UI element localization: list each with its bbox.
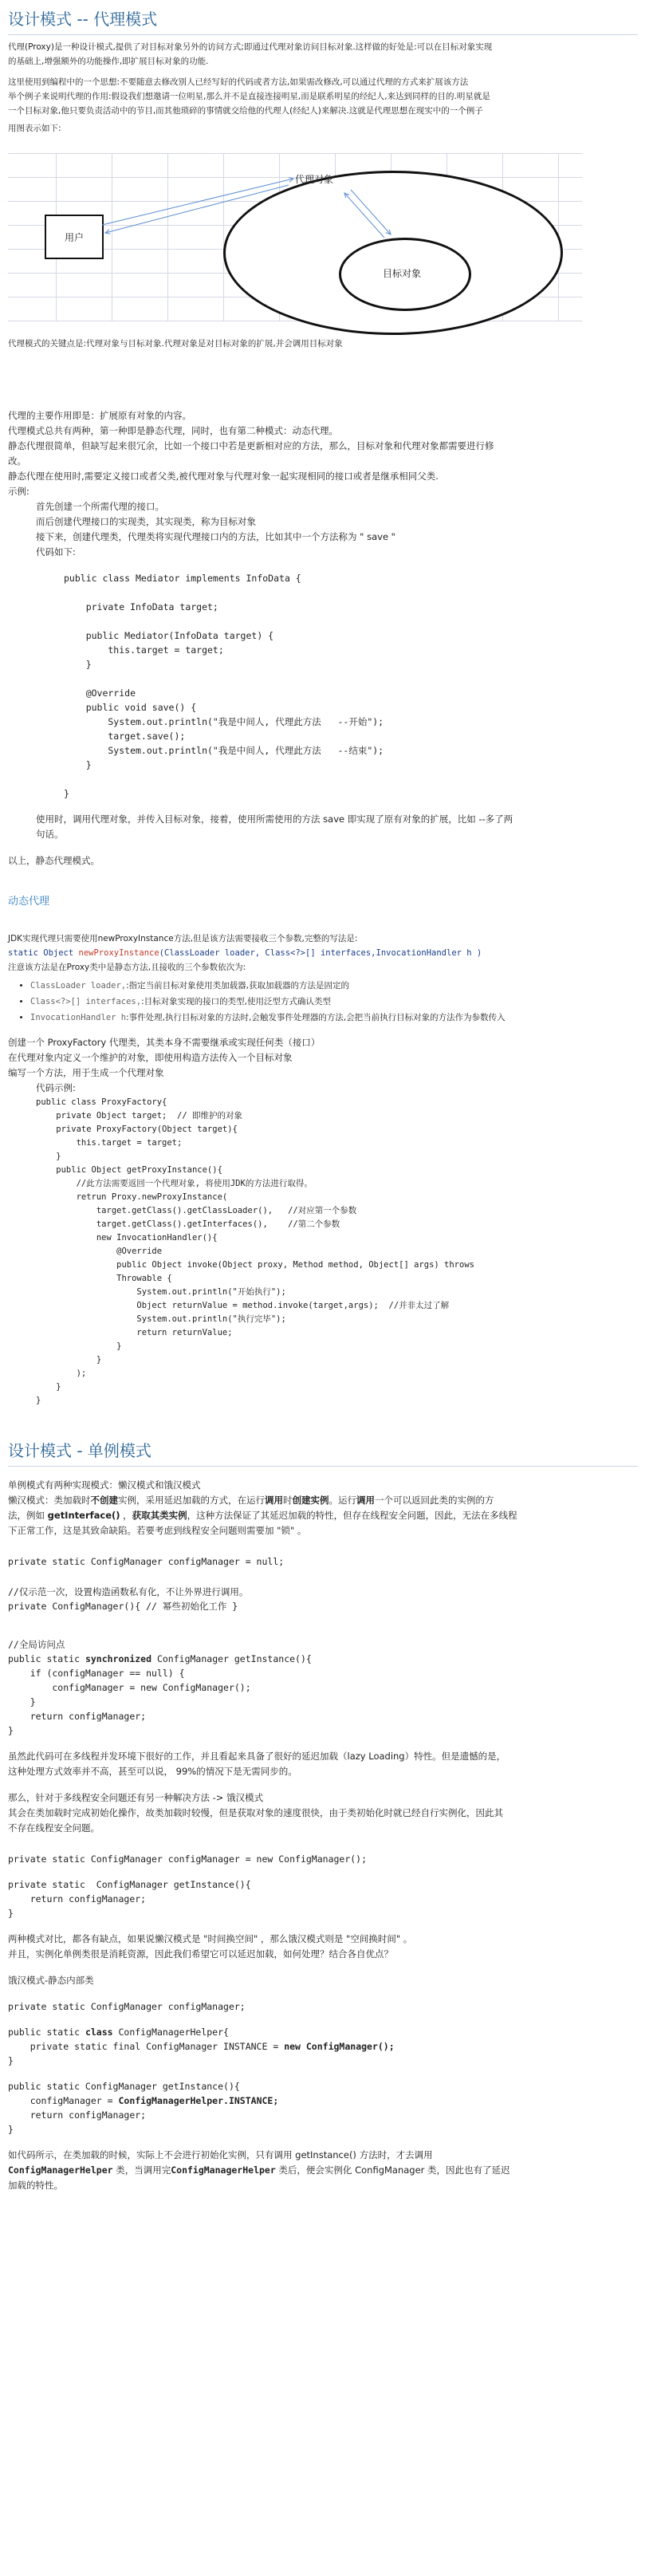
target-to-proxy-arrow [344, 193, 384, 238]
signature-prefix: static Object [8, 948, 79, 958]
param-item [30, 978, 657, 994]
diagram-caption: 用图表示如下: [8, 124, 61, 133]
proxy-example-line-1: 举个例子来说明代理的作用:假设我们想邀请一位明星,那么并不是直接连接明星,而是联系明星的经纪人,来达到同样的目的.明星就是 [8, 92, 490, 101]
static-desc-line-1: 静态代理很简单，但缺写起来很冗余，比如一个接口中若是更新相对应的方法，那么，目标对象和代理对象都需要进行修 [8, 440, 494, 451]
compare-line-2: 并且，实例化单例类很是消耗资源，因此我们希望它可以延迟加载，如何处理？结合各自优点？ [8, 1948, 393, 1960]
static-conclusion: 以上，静态代理模式。 [8, 855, 100, 866]
final-line-2: ConfigManagerHelper 类，当调用完ConfigManagerHelper 类后，便会实例化 ConfigManager 类，因此也有了延迟 [8, 2164, 510, 2176]
dynamic-proxy-title: 动态代理 [8, 896, 50, 908]
singleton-code-getinstance: //全局访问点 public static synchronized ConfigManager getInstance(){ if (configManager == null) { configManager = new ConfigManager(); } return configManager; } [8, 1639, 312, 1736]
proxy-to-user-arrow [105, 185, 289, 233]
static-inner-title: 饿汉模式-静态内部类 [8, 1975, 94, 1986]
usage-line-2: 句话。 [36, 829, 64, 840]
static-proxy-code: public class Mediator implements InfoData { private InfoData target; public Mediator(InfoData target) { this.target = target; } @Override public void save() { System.out.println("我是中间人, 代理此方法 --开始"); target.save(); System.out.println("我是中间人, 代理此方法 --结束"); } } [64, 573, 384, 799]
param-item [30, 1010, 657, 1026]
hungry-code-field: private static ConfigManager configManager = new ConfigManager(); [8, 1853, 368, 1865]
factory-code-label: 代码示例: [36, 1082, 76, 1093]
lazy-desc-line-1: 懒汉模式：类加载时不创建实例，采用延迟加载的方式，在运行调用时创建实例。运行调用一个可以返回此类的实例的方 [8, 1495, 494, 1506]
proxy-intro-line-2: 的基础上,增强额外的功能操作,即扩展目标对象的功能. [8, 57, 209, 66]
final-line-1: 如代码所示，在类加载的时候，实际上不会进行初始化实例，只有调用 getInstance() 方法时，才去调用 [8, 2149, 433, 2160]
final-line-3: 加载的特性。 [8, 2180, 63, 2191]
factory-step-3: 编写一个方法，用于生成一个代理对象 [8, 1067, 164, 1078]
lazy-desc-line-2: 法，例如 getInterface() ，获取其类实例，这种方法保证了其延迟加载的特性，但存在线程安全问题，因此，无法在多线程 [8, 1510, 517, 1521]
param-code: InvocationHandler h [30, 1013, 127, 1022]
hungry-intro-line-1: 那么，针对于多线程安全问题还有另一种解决方法 -> 饿汉模式 [8, 1792, 264, 1803]
proxy-main-role: 代理的主要作用即是：扩展原有对象的内容。 [8, 410, 191, 421]
signature-method: newProxyInstance [78, 948, 159, 958]
example-label: 示例: [8, 486, 30, 497]
step-2: 而后创建代理接口的实现类，其实现类，称为目标对象 [36, 516, 256, 527]
signature-params: (ClassLoader loader, Class<?>[] interfaces,InvocationHandler h ) [159, 948, 482, 958]
newproxyinstance-signature [8, 946, 657, 960]
params-list [30, 978, 657, 1026]
proxy-two-kinds: 代理模式总共有两种，第一种即是静态代理，同时，也有第二种模式：动态代理。 [8, 425, 338, 436]
factory-step-2: 在代理对象内定义一个维护的对象，即使用构造方法传入一个目标对象 [8, 1052, 293, 1063]
hungry-intro-line-3: 不存在线程安全问题。 [8, 1822, 100, 1834]
inner-code-getinstance: public static ConfigManager getInstance(){ configManager = ConfigManagerHelper.INSTANCE; return configManager; } [8, 2081, 279, 2135]
singleton-intro: 单例模式有两种实现模式：懒汉模式和饿汉模式 [8, 1479, 201, 1491]
param-code: Class<?>[] interfaces, [30, 997, 142, 1006]
param-text: :事件处理,执行目标对象的方法时,会触发事件处理器的方法,会把当前执行目标对象的方法作为参数传入 [126, 1013, 506, 1022]
static-definition: 静态代理在使用时,需要定义接口或者父类,被代理对象与代理对象一起实现相同的接口或者是继承相同父类. [8, 471, 439, 482]
proxy-to-target-arrow [351, 190, 391, 234]
param-item [30, 994, 657, 1010]
lazy-note-line-1: 虽然此代码可在多线程并发环境下很好的工作，并且看起来具备了很好的延迟加载（lazy Loading）特性。但是遗憾的是， [8, 1751, 506, 1762]
target-object-label: 目标对象 [383, 268, 422, 279]
proxy-example-line-2: 一个目标对象,他只要负责活动中的节目,而其他琐碎的事情就交给他的代理人(经纪人)来解决.这就是代理思想在现实中的一个例子 [8, 106, 483, 116]
proxy-object-label: 代理对象 [295, 174, 334, 185]
compare-line-1: 两种模式对比，都各有缺点，如果说懒汉模式是 "时间换空间" ，那么饿汉模式则是 "空间换时间" 。 [8, 1933, 413, 1944]
hungry-code-getinstance: private static ConfigManager getInstance(){ return configManager; } [8, 1879, 251, 1919]
diagram-arrows [8, 139, 582, 330]
proxy-title: 设计模式 -- 代理模式 [8, 6, 638, 35]
singleton-code-constructor: //仅示范一次，设置构造函数私有化，不让外界进行调用。 private ConfigManager(){ // 幂些初始化工作 } [8, 1586, 249, 1612]
step-3: 接下来，创建代理类，代理类将实现代理接口内的方法，比如其中一个方法称为 " save " [36, 531, 395, 542]
usage-line-1: 使用时，调用代理对象，并传入目标对象，接着，使用所需使用的方法 save 即实现了原有对象的扩展，比如 --多了两 [36, 813, 513, 825]
factory-step-1: 创建一个 ProxyFactory 代理类，其类本身不需要继承或实现任何类（接口） [8, 1037, 321, 1048]
inner-code-field: private static ConfigManager configManager; [8, 2001, 246, 2012]
user-to-proxy-arrow [102, 179, 293, 225]
static-desc-line-2: 改。 [8, 455, 26, 467]
param-text: :指定当前目标对象使用类加载器,获取加载器的方法是固定的 [126, 981, 349, 991]
code-label: 代码如下: [36, 546, 76, 557]
hungry-intro-line-2: 其会在类加载时完成初始化操作，故类加载时较慢，但是获取对象的速度很快，由于类初始化时就已经自行实例化，因此其 [8, 1807, 503, 1818]
dynamic-proxy-code: public class ProxyFactory{ private Object target; // 即维护的对象 private ProxyFactory(Object target){ this.target = target; } public Object getProxyInstance(){ //此方法需要返回一个代理对象, 将使用JDK的方法进行取得。 retrun Proxy.newProxyInstance( target.getClass().getClassLoader(), //对应第一个参数 target.getClass().getInterfaces(), //第二个参数 new InvocationHandler(){ @Override public Object invoke(Object proxy, Method method, Object[] args) throws Throwable { System.out.println("开始执行"); Object returnValue = method.invoke(target,args); //并非太过了解 System.out.println("执行完毕"); return returnValue; } } ); } } [36, 1097, 474, 1405]
lazy-desc-line-3: 下正常工作，这是其致命缺陷。若要考虑到线程安全问题则需要加 "锁" 。 [8, 1525, 307, 1536]
proxy-intro-line-3: 这里使用到编程中的一个思想:不要随意去修改别人已经写好的代码或者方法,如果需改修改,可以通过代理的方式来扩展该方法 [8, 77, 469, 87]
user-label: 用户 [64, 231, 84, 243]
lazy-note-line-2: 这种处理方式效率并不高，甚至可以说， 99%的情况下是无需同步的。 [8, 1766, 297, 1777]
inner-code-helper-class: public static class ConfigManagerHelper{ private static final ConfigManager INSTANCE = new ConfigManager(); } [8, 2027, 395, 2066]
proxy-key-point: 代理模式的关键点是:代理对象与目标对象.代理对象是对目标对象的扩展,并会调用目标对象 [8, 339, 343, 349]
params-note: 注意该方法是在Proxy类中是静态方法,且接收的三个参数依次为: [8, 963, 246, 972]
param-code: ClassLoader loader, [30, 981, 127, 991]
singleton-title: 设计模式 - 单例模式 [8, 1438, 638, 1467]
jdk-description: JDK实现代理只需要使用newProxyInstance方法,但是该方法需要接收三个参数,完整的写法是: [8, 934, 358, 943]
step-1: 首先创建一个所需代理的接口。 [36, 501, 164, 512]
param-text: :目标对象实现的接口的类型,使用泛型方式确认类型 [141, 997, 331, 1006]
proxy-intro-line-1: 代理(Proxy)是一种设计模式,提供了对目标对象另外的访问方式;即通过代理对象访问目标对象.这样做的好处是:可以在目标对象实现 [8, 42, 493, 52]
singleton-code-field: private static ConfigManager configManager = null; [8, 1556, 285, 1567]
proxy-diagram [8, 139, 582, 330]
